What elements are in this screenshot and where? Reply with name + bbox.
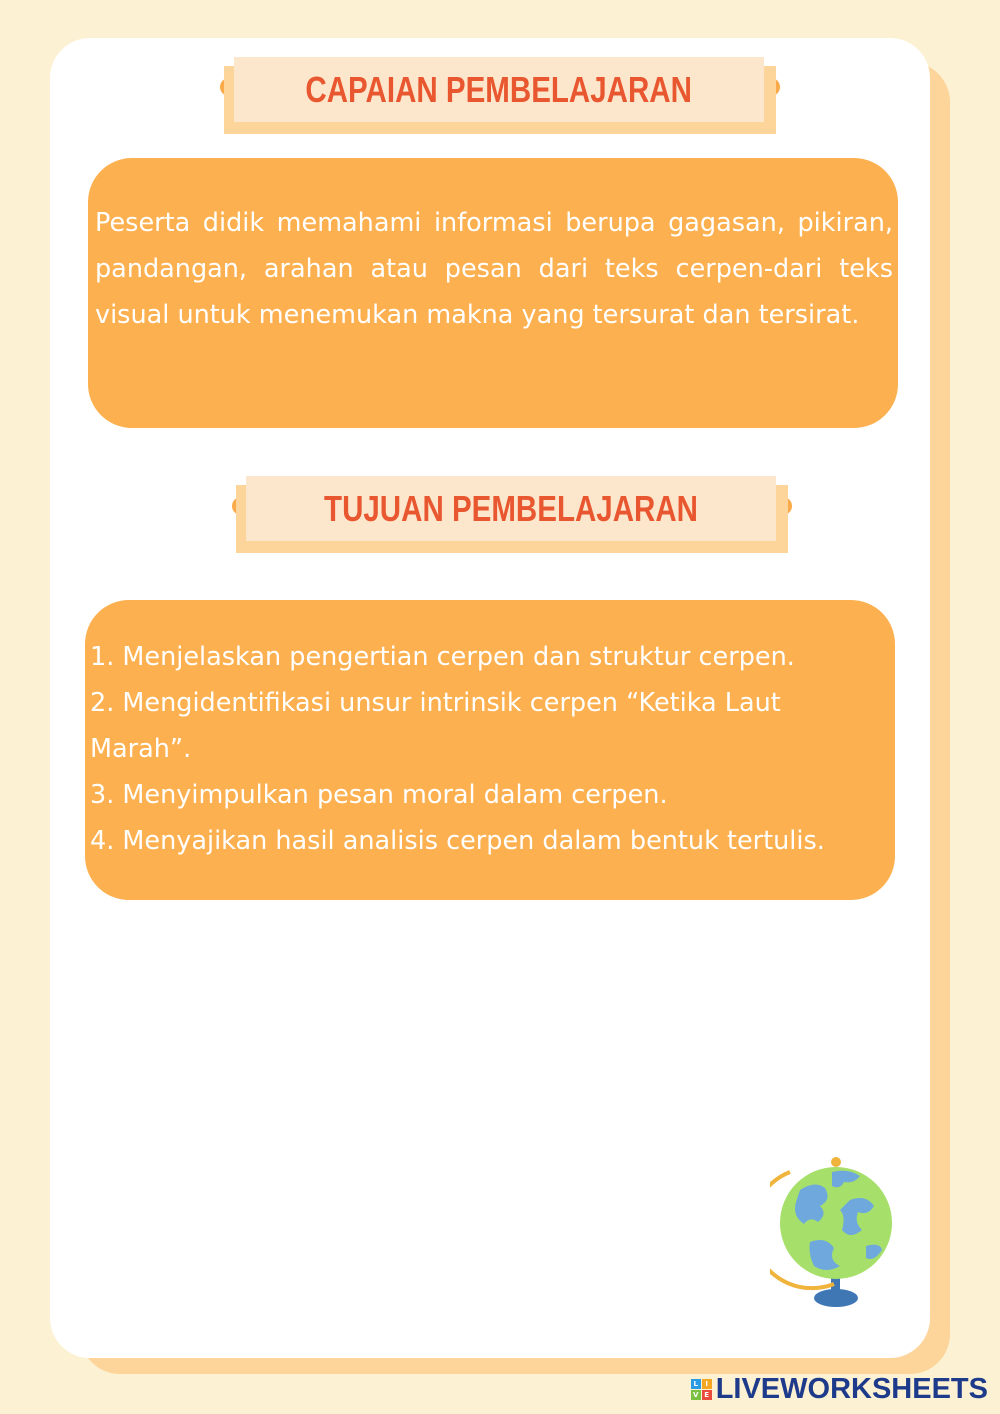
tujuan-list: [90, 634, 890, 864]
list-item: 4. Menyajikan hasil analisis cerpen dalam bentuk tertulis.: [90, 826, 825, 856]
logo-letter: I: [702, 1379, 712, 1389]
globe-icon: [770, 1150, 900, 1315]
logo-letter: E: [702, 1390, 712, 1400]
list-item: 1. Menjelaskan pengertian cerpen dan struktur cerpen.: [90, 642, 795, 672]
section2-title: TUJUAN PEMBELAJARAN: [324, 487, 698, 529]
logo-letter: L: [691, 1379, 701, 1389]
banner-face: [234, 57, 764, 122]
list-item: 2. Mengidentifikasi unsur intrinsik cerpen “Ketika Laut Marah”.: [90, 688, 781, 764]
banner-face: [246, 476, 776, 541]
watermark-text: LIVEWORKSHEETS: [715, 1373, 988, 1405]
liveworksheets-watermark: [691, 1373, 988, 1406]
logo-letter: V: [691, 1390, 701, 1400]
list-item: 3. Menyimpulkan pesan moral dalam cerpen.: [90, 780, 668, 810]
capaian-text: Peserta didik memahami informasi berupa gagasan, pikiran, pandangan, arahan atau pesan dari teks cerpen-dari teks visual untuk menemukan makna yang tersurat dan tersirat.: [95, 208, 893, 330]
liveworksheets-logo-icon: [691, 1379, 712, 1400]
section1-title: CAPAIAN PEMBELAJARAN: [305, 68, 693, 110]
